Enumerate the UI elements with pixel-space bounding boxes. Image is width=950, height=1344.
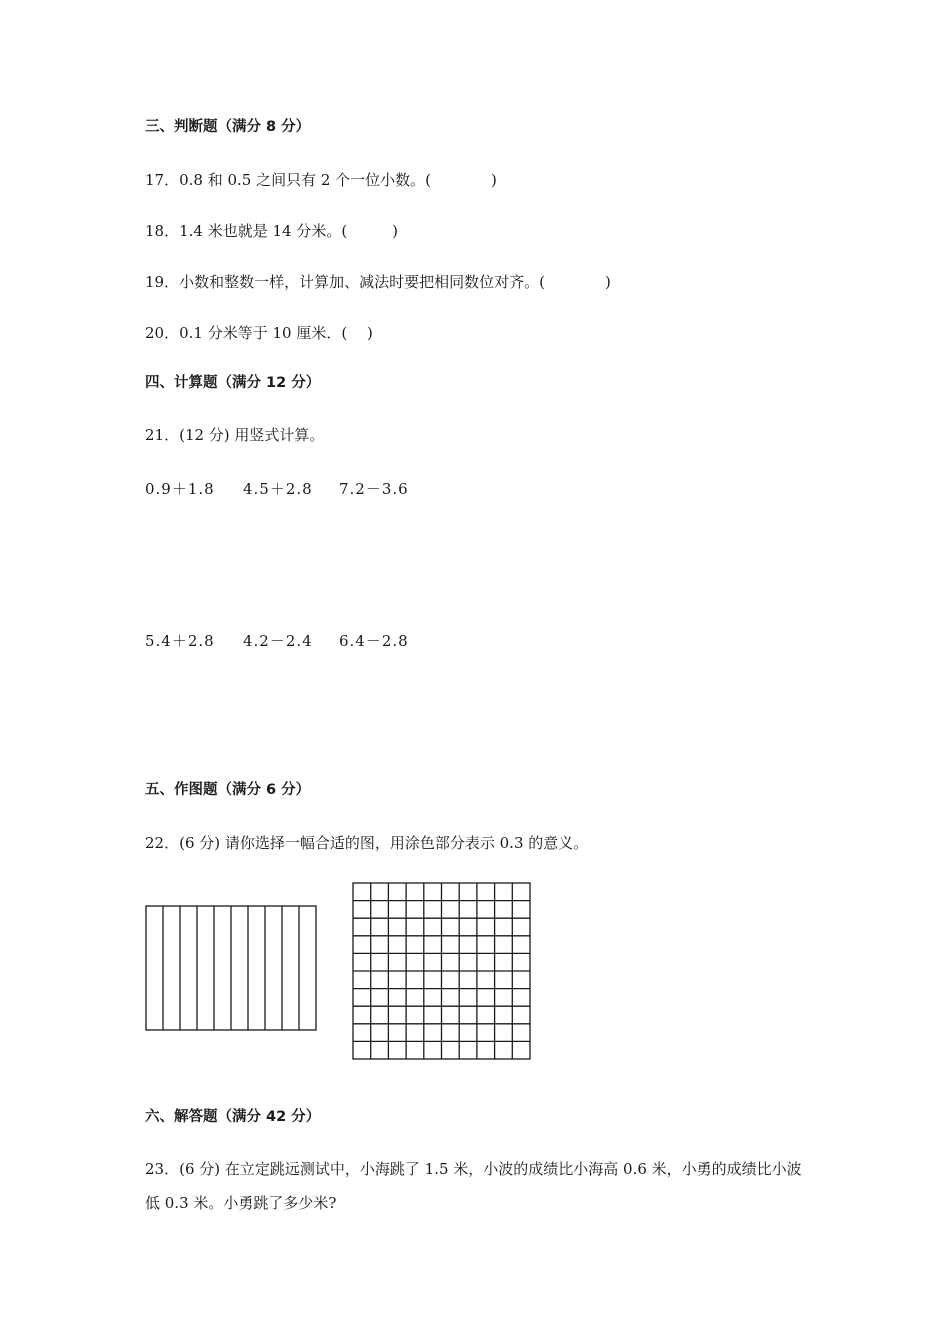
ten-strip-figure[interactable] — [144, 904, 318, 1032]
question-23: 23．(6 分) 在立定跳远测试中，小海跳了 1.5 米，小波的成绩比小海高 0.6 米，小勇的成绩比小波低 0.3 米。小勇跳了多少米? — [145, 1160, 802, 1212]
question-22: 22．(6 分) 请你选择一幅合适的图，用涂色部分表示 0.3 的意义。 — [145, 834, 589, 852]
hundred-grid-figure[interactable] — [351, 881, 533, 1061]
calc-expression: 5.4＋2.8 — [145, 632, 215, 650]
section-heading-judge: 三、判断题（满分 8 分） — [145, 119, 311, 135]
question-20: 20．0.1 分米等于 10 厘米．( ) — [145, 324, 373, 342]
question-21: 21．(12 分) 用竖式计算。 — [145, 426, 325, 444]
calc-expression: 6.4－2.8 — [339, 632, 409, 650]
section-heading-solve: 六、解答题（满分 42 分） — [145, 1109, 321, 1125]
question-18: 18．1.4 米也就是 14 分米。( ) — [145, 222, 399, 240]
calc-expression: 4.5＋2.8 — [243, 480, 313, 498]
calc-expression: 0.9＋1.8 — [145, 480, 215, 498]
section-heading-calc: 四、计算题（满分 12 分） — [145, 375, 321, 391]
calc-expression: 4.2－2.4 — [243, 632, 313, 650]
calc-expression: 7.2－3.6 — [339, 480, 409, 498]
section-heading-draw: 五、作图题（满分 6 分） — [145, 782, 311, 798]
question-17: 17．0.8 和 0.5 之间只有 2 个一位小数。( ) — [145, 171, 497, 189]
question-19: 19．小数和整数一样，计算加、减法时要把相同数位对齐。( ) — [145, 273, 611, 291]
